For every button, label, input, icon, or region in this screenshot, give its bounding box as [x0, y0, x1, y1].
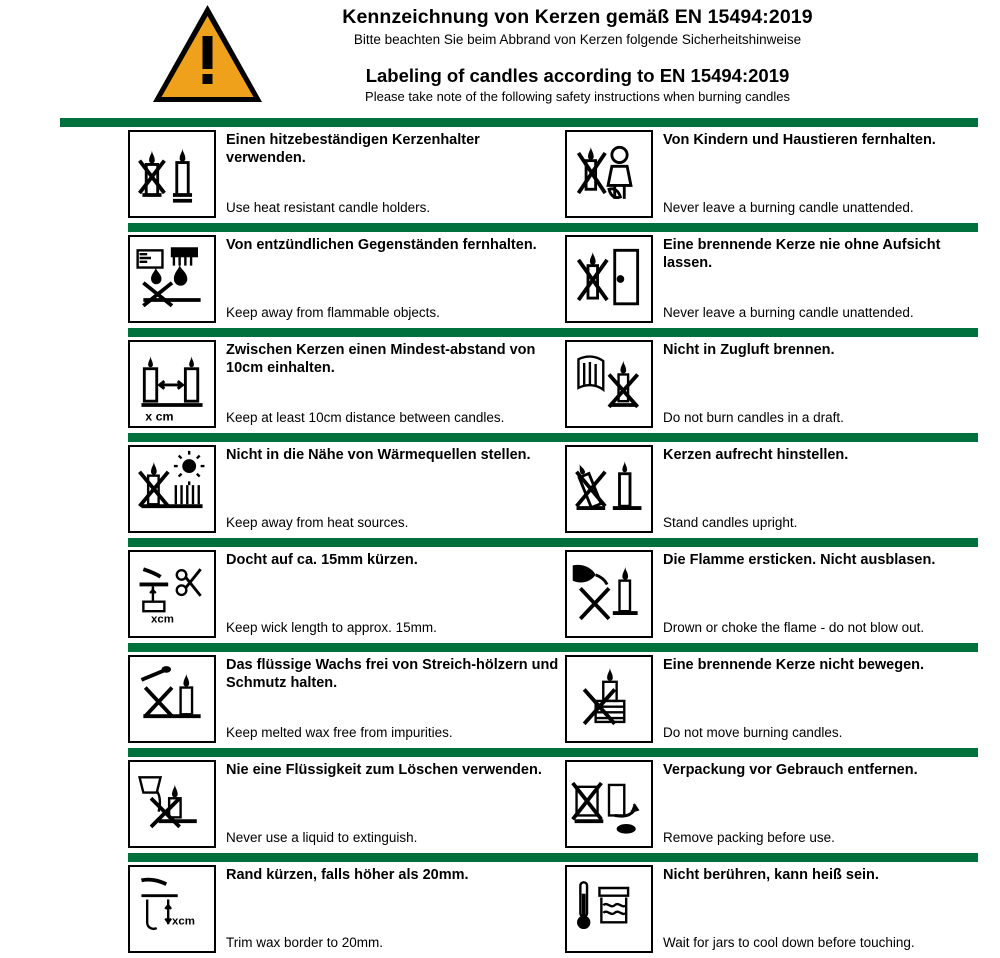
- never-leave-unattended-icon: [565, 235, 653, 323]
- english-text: Keep at least 10cm distance between candles.: [226, 410, 505, 426]
- divider-6: [128, 748, 978, 757]
- german-text: Nicht in die Nähe von Wärmequellen stellen.: [226, 447, 531, 463]
- no-liquid-to-extinguish-icon: [128, 760, 216, 848]
- item-text: [653, 339, 844, 429]
- item-candle-holder: [128, 129, 559, 223]
- german-text: Zwischen Kerzen einen Mindest-abstand von 10cm einhalten.: [226, 342, 536, 377]
- german-text: Einen hitzebeständigen Kerzenhalter verwenden.: [226, 132, 480, 167]
- item-text: [653, 864, 915, 954]
- item-flammable-objects: [128, 234, 559, 328]
- divider-2: [128, 328, 978, 337]
- trim-wax-border-20mm-icon: [128, 865, 216, 953]
- divider-4: [128, 538, 978, 547]
- german-text: Eine brennende Kerze nie ohne Aufsicht lassen.: [663, 237, 941, 272]
- english-text: Remove packing before use.: [663, 830, 835, 846]
- english-text: Wait for jars to cool down before touching.: [663, 935, 915, 951]
- german-subtitle: Bitte beachten Sie beim Abbrand von Kerzen folgende Sicherheitshinweise: [353, 32, 802, 48]
- german-text: Das flüssige Wachs frei von Streich-hölzern und Schmutz halten.: [226, 657, 559, 692]
- english-text: Keep melted wax free from impurities.: [226, 725, 453, 741]
- keep-away-from-heat-sources-icon: [128, 445, 216, 533]
- item-text: [216, 444, 531, 534]
- item-text: [216, 129, 559, 219]
- item-hot-jar: [559, 864, 990, 958]
- german-text: Verpackung vor Gebrauch entfernen.: [663, 762, 918, 778]
- german-text: Docht auf ca. 15mm kürzen.: [226, 552, 418, 568]
- german-text: Nicht in Zugluft brennen.: [663, 342, 835, 358]
- divider-7: [128, 853, 978, 862]
- keep-away-from-flammable-objects-icon: [128, 235, 216, 323]
- row-7: [0, 757, 1000, 853]
- german-text: Nicht berühren, kann heiß sein.: [663, 867, 879, 883]
- item-text: [653, 444, 848, 534]
- german-text: Eine brennende Kerze nicht bewegen.: [663, 657, 925, 673]
- trim-wick-15mm-icon: [128, 550, 216, 638]
- german-text: Von entzündlichen Gegenständen fernhalten.: [226, 237, 537, 253]
- hot-jar-do-not-touch-icon: [565, 865, 653, 953]
- item-text: [216, 234, 537, 324]
- english-text: Keep away from heat sources.: [226, 515, 409, 531]
- svg-text:x cm: x cm: [145, 409, 174, 424]
- item-text: [216, 339, 559, 429]
- german-text: Nie eine Flüssigkeit zum Löschen verwenden.: [226, 762, 542, 778]
- english-text: Use heat resistant candle holders.: [226, 200, 431, 216]
- item-text: [653, 654, 924, 744]
- item-minimum-distance: [128, 339, 559, 433]
- english-text: Never leave a burning candle unattended.: [663, 305, 914, 321]
- divider-3: [128, 433, 978, 442]
- german-text: Kerzen aufrecht hinstellen.: [663, 447, 849, 463]
- item-no-liquid: [128, 759, 559, 853]
- english-title: Labeling of candles according to EN 15494:2019: [365, 64, 790, 86]
- english-text: Drown or choke the flame - do not blow out.: [663, 620, 925, 636]
- row-2: [0, 232, 1000, 328]
- header: [0, 0, 1000, 118]
- item-upright: [559, 444, 990, 538]
- english-text: Stand candles upright.: [663, 515, 798, 531]
- candle-holder-icon: [128, 130, 216, 218]
- minimum-distance-10cm-icon: [128, 340, 216, 428]
- item-trim-wick: [128, 549, 559, 643]
- header-text: [175, 0, 1000, 106]
- do-not-blow-out-icon: [565, 550, 653, 638]
- row-5: [0, 547, 1000, 643]
- english-text: Do not move burning candles.: [663, 725, 843, 741]
- item-no-draft: [559, 339, 990, 433]
- divider-1: [128, 223, 978, 232]
- item-text: [653, 549, 935, 639]
- item-text: [653, 129, 936, 219]
- row-8: [0, 862, 1000, 958]
- row-6: [0, 652, 1000, 748]
- item-remove-packing: [559, 759, 990, 853]
- english-subtitle: Please take note of the following safety instructions when burning candles: [365, 89, 790, 105]
- german-text: Die Flamme ersticken. Nicht ausblasen.: [663, 552, 936, 568]
- german-text: Rand kürzen, falls höher als 20mm.: [226, 867, 469, 883]
- item-never-leave-unattended: [559, 234, 990, 328]
- no-draft-icon: [565, 340, 653, 428]
- row-4: [0, 442, 1000, 538]
- english-text: Keep away from flammable objects.: [226, 305, 440, 321]
- english-text: Never use a liquid to extinguish.: [226, 830, 418, 846]
- item-text: [216, 759, 542, 849]
- english-text: Keep wick length to approx. 15mm.: [226, 620, 437, 636]
- warning-icon-wrapper: [0, 0, 175, 106]
- english-text: Do not burn candles in a draft.: [663, 410, 844, 426]
- svg-text:xcm: xcm: [172, 915, 195, 928]
- english-text: Never leave a burning candle unattended.: [663, 200, 914, 216]
- item-trim-wax-border: [128, 864, 559, 958]
- item-text: [216, 864, 469, 954]
- remove-packing-before-use-icon: [565, 760, 653, 848]
- english-text: Trim wax border to 20mm.: [226, 935, 384, 951]
- german-text: Von Kindern und Haustieren fernhalten.: [663, 132, 936, 148]
- item-text: [216, 549, 437, 639]
- item-text: [653, 759, 918, 849]
- stand-candles-upright-icon: [565, 445, 653, 533]
- svg-text:xcm: xcm: [151, 613, 174, 626]
- row-1: [0, 127, 1000, 223]
- item-do-not-blow-out: [559, 549, 990, 643]
- item-heat-sources: [128, 444, 559, 538]
- item-text: [216, 654, 559, 744]
- item-keep-away-children: [559, 129, 990, 223]
- divider-5: [128, 643, 978, 652]
- item-text: [653, 234, 990, 324]
- item-do-not-move: [559, 654, 990, 748]
- keep-wax-free-of-impurities-icon: [128, 655, 216, 743]
- do-not-move-burning-candle-icon: [565, 655, 653, 743]
- keep-away-from-children-and-pets-icon: [565, 130, 653, 218]
- divider-top: [60, 118, 978, 127]
- german-title: Kennzeichnung von Kerzen gemäß EN 15494:2019: [342, 6, 813, 28]
- row-3: [0, 337, 1000, 433]
- item-wax-impurities: [128, 654, 559, 748]
